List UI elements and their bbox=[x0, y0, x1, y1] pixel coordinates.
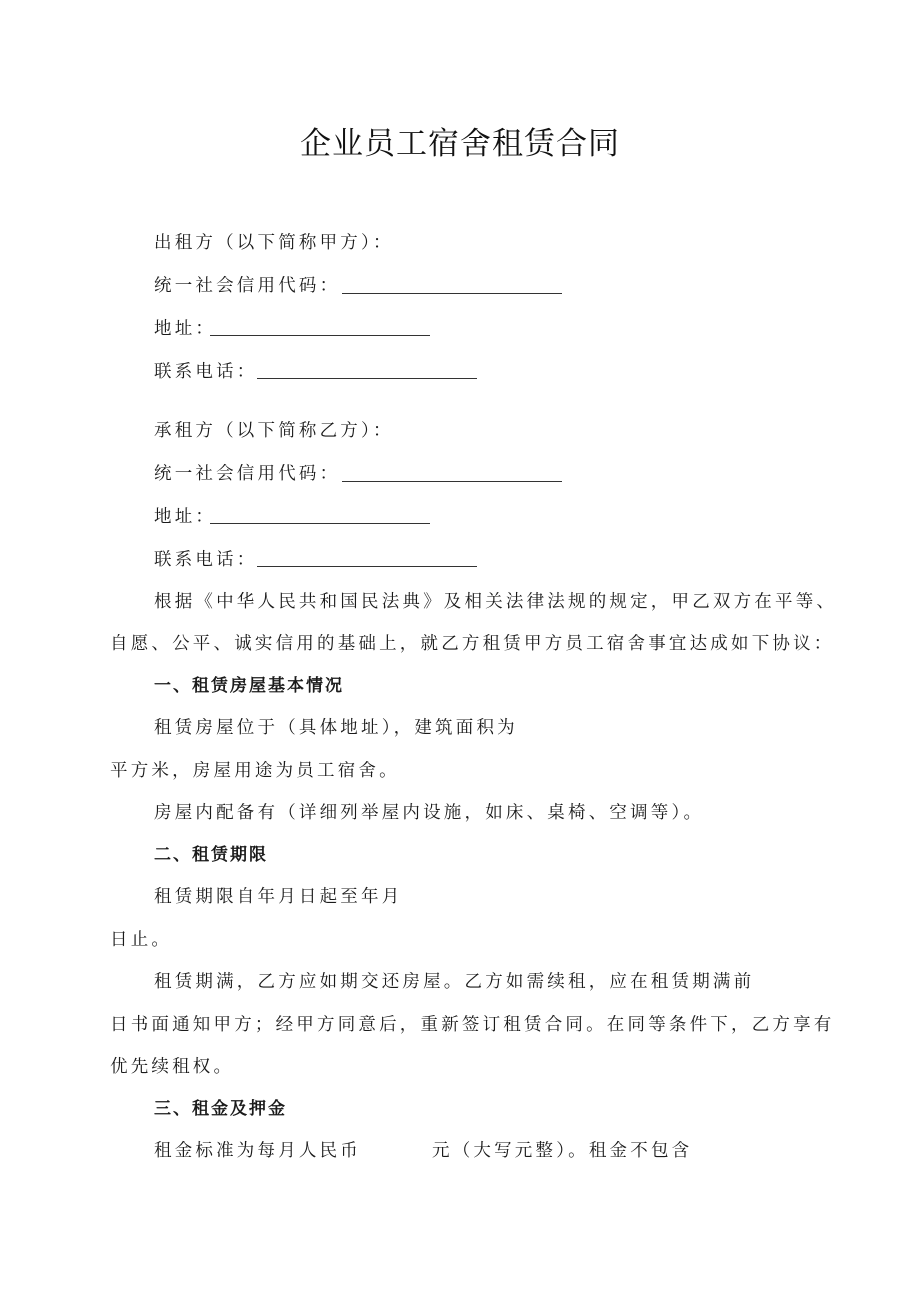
party-b-address-blank bbox=[210, 523, 430, 524]
party-a-address-label: 地址： bbox=[154, 319, 217, 339]
party-a-address-blank bbox=[210, 335, 430, 336]
section-2-p2-line-1: 租赁期满，乙方应如期交还房屋。乙方如需续租，应在租赁期满前 bbox=[154, 972, 755, 992]
preamble-line-2: 自愿、公平、诚实信用的基础上，就乙方租赁甲方员工宿舍事宜达成如下协议： bbox=[110, 634, 835, 654]
section-1-p1-line-2: 平方米，房屋用途为员工宿舍。 bbox=[110, 761, 400, 781]
party-b-label: 承租方（以下简称乙方）： bbox=[154, 421, 394, 441]
section-1-p2: 房屋内配备有（详细列举屋内设施，如床、桌椅、空调等）。 bbox=[154, 803, 705, 823]
party-b-credit-code-blank bbox=[342, 481, 562, 482]
party-a-credit-code-label: 统一社会信用代码： bbox=[154, 276, 341, 296]
section-3-p1-part-1: 租金标准为每月人民币 bbox=[154, 1141, 361, 1161]
section-2-p2-line-3: 优先续租权。 bbox=[110, 1057, 235, 1077]
party-a-phone-label: 联系电话： bbox=[154, 362, 258, 382]
party-b-credit-code-label: 统一社会信用代码： bbox=[154, 464, 341, 484]
section-3-heading: 三、租金及押金 bbox=[154, 1099, 287, 1119]
preamble-line-1: 根据《中华人民共和国民法典》及相关法律法规的规定，甲乙双方在平等、 bbox=[154, 592, 838, 612]
section-2-heading: 二、租赁期限 bbox=[154, 845, 268, 865]
party-a-phone-blank bbox=[257, 378, 477, 379]
section-2-p1-line-1: 租赁期限自年月日起至年月 bbox=[154, 887, 403, 907]
party-b-address-label: 地址： bbox=[154, 507, 217, 527]
party-a-credit-code-blank bbox=[342, 293, 562, 294]
document-title: 企业员工宿舍租赁合同 bbox=[300, 126, 620, 162]
section-1-p1-line-1: 租赁房屋位于（具体地址），建筑面积为 bbox=[154, 718, 518, 738]
section-3-p1-part-2: 元（大写元整）。租金不包含 bbox=[432, 1141, 693, 1161]
party-b-phone-label: 联系电话： bbox=[154, 550, 258, 570]
party-b-phone-blank bbox=[257, 566, 477, 567]
section-2-p2-line-2: 日书面通知甲方；经甲方同意后，重新签订租赁合同。在同等条件下，乙方享有 bbox=[110, 1015, 835, 1035]
party-a-label: 出租方（以下简称甲方）： bbox=[154, 233, 394, 253]
section-1-heading: 一、租赁房屋基本情况 bbox=[154, 676, 344, 696]
section-2-p1-line-2: 日止。 bbox=[110, 930, 173, 950]
